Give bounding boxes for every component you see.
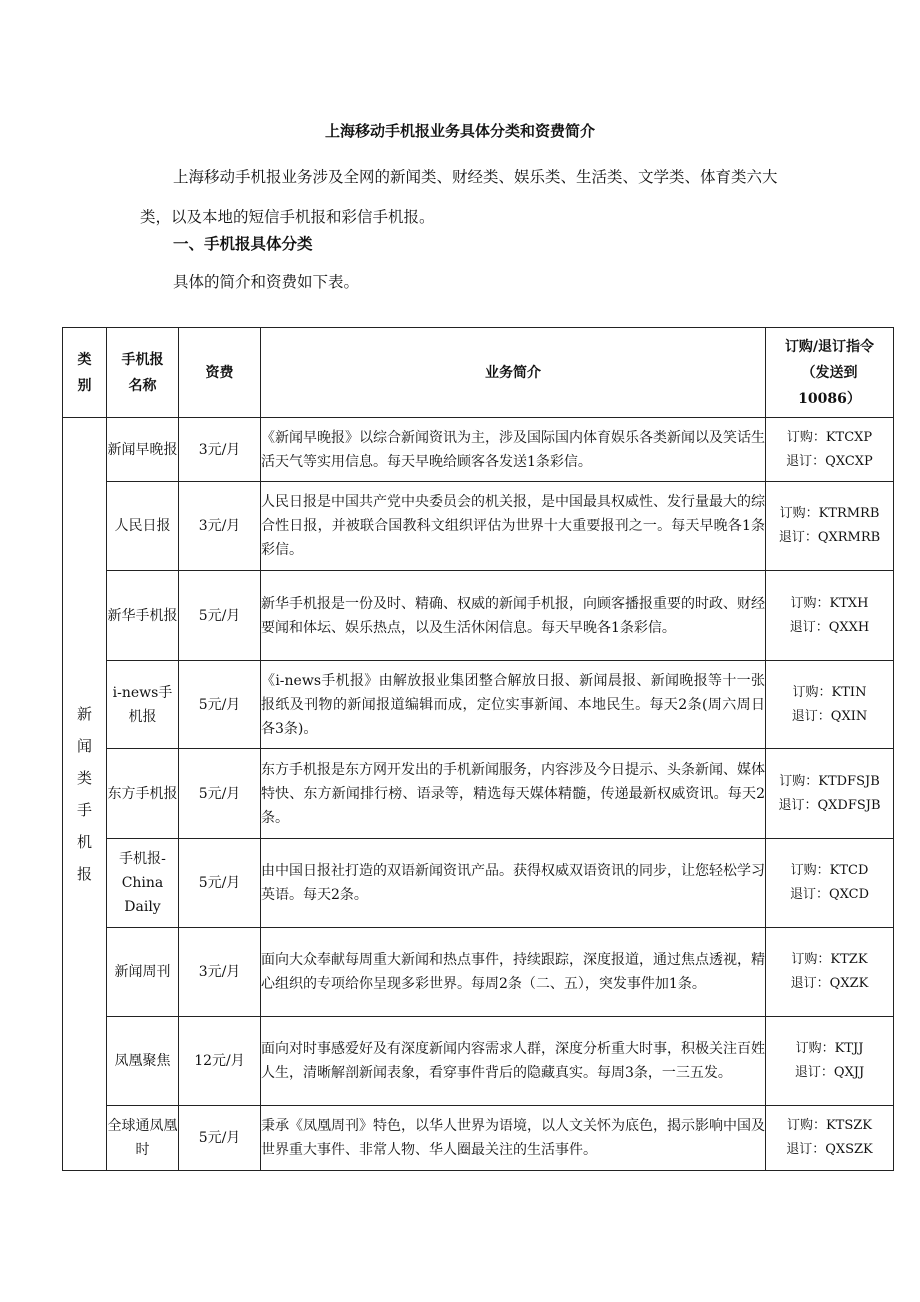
- row-command: [766, 661, 894, 749]
- intro-paragraph: 上海移动手机报业务涉及全网的新闻类、财经类、娱乐类、生活类、文学类、体育类六大类，以及本地的短信手机报和彩信手机报。: [140, 168, 778, 226]
- row-command: [766, 1106, 894, 1171]
- row-description: 《i-news手机报》由解放报业集团整合解放日报、新闻晨报、新闻晚报等十一张报纸及刊物的新闻报道编辑而成，定位实事新闻、本地民生。每天2条(周六周日各3条)。: [261, 661, 766, 749]
- table-row: [63, 482, 894, 571]
- row-description: 秉承《凤凰周刊》特色，以华人世界为语境，以人文关怀为底色，揭示影响中国及世界重大事件、非常人物、华人圈最关注的生活事件。: [261, 1106, 766, 1171]
- row-name: 新闻周刊: [107, 928, 179, 1017]
- unsubscribe-command: 退订：QXXH: [789, 619, 870, 635]
- row-name: 新闻早晚报: [107, 418, 179, 482]
- row-fee: 5元/月: [179, 661, 261, 749]
- table-note: 具体的简介和资费如下表。: [173, 273, 360, 291]
- table-header-row: [63, 328, 894, 418]
- document-title: 上海移动手机报业务具体分类和资费简介: [324, 122, 595, 140]
- table-row: [63, 1017, 894, 1106]
- subscribe-command: 订购：KTZK: [791, 952, 868, 967]
- header-fee: 资费: [179, 328, 261, 418]
- unsubscribe-command: 退订：QXJJ: [794, 1065, 865, 1080]
- row-fee: 5元/月: [179, 749, 261, 839]
- row-name: 凤凰聚焦: [107, 1017, 179, 1106]
- row-fee: 3元/月: [179, 928, 261, 1017]
- subscribe-command: 订购：KTCXP: [786, 429, 873, 445]
- table-row: [63, 418, 894, 482]
- row-fee: 5元/月: [179, 839, 261, 928]
- row-fee: 5元/月: [179, 1106, 261, 1171]
- row-command: [766, 571, 894, 661]
- section-heading: 一、手机报具体分类: [173, 234, 313, 253]
- table-row: [63, 1106, 894, 1171]
- subscribe-command: 订购：KTSZK: [786, 1118, 873, 1133]
- row-fee: 5元/月: [179, 571, 261, 661]
- row-description: 面向对时事感爱好及有深度新闻内容需求人群，深度分析重大时事，积极关注百姓人生，清晰解剖新闻表象，看穿事件背后的隐藏真实。每周3条，一三五发。: [261, 1017, 766, 1106]
- row-command: [766, 1017, 894, 1106]
- row-command: [766, 839, 894, 928]
- table-row: [63, 571, 894, 661]
- row-description: 人民日报是中国共产党中央委员会的机关报，是中国最具权威性、发行量最大的综合性日报，并被联合国教科文组织评估为世界十大重要报刊之一。每天早晚各1条彩信。: [261, 482, 766, 571]
- unsubscribe-command: 退订：QXCXP: [786, 453, 873, 469]
- table-row: [63, 749, 894, 839]
- header-name: 手机报名称: [107, 328, 179, 418]
- row-command: [766, 418, 894, 482]
- row-fee: 3元/月: [179, 482, 261, 571]
- subscribe-command: 订购：KTIN: [792, 684, 867, 700]
- header-description: 业务简介: [261, 328, 766, 418]
- subscribe-command: 订购：KTJJ: [795, 1041, 864, 1056]
- subscribe-command: 订购：KTDFSJB: [779, 773, 880, 789]
- table-row: [63, 661, 894, 749]
- subscribe-command: 订购：KTRMRB: [779, 506, 880, 521]
- row-command: [766, 749, 894, 839]
- fee-table: [62, 327, 894, 1171]
- row-description: 东方手机报是东方网开发出的手机新闻服务，内容涉及今日提示、头条新闻、媒体特快、东方新闻排行榜、语录等，精选每天媒体精髓，传递最新权威资讯。每天2条。: [261, 749, 766, 839]
- row-fee: 3元/月: [179, 418, 261, 482]
- row-description: 由中国日报社打造的双语新闻资讯产品。获得权威双语资讯的同步，让您轻松学习英语。每天2条。: [261, 839, 766, 928]
- header-command: 订购/退订指令（发送到10086）: [766, 328, 894, 418]
- unsubscribe-command: 退订：QXRMRB: [778, 530, 881, 545]
- row-command: [766, 482, 894, 571]
- header-category: 类别: [63, 328, 107, 418]
- unsubscribe-command: 退订：QXIN: [791, 708, 868, 724]
- table-row: [63, 928, 894, 1017]
- row-name: 手机报-China Daily: [107, 839, 179, 928]
- row-name: 全球通凤凰时: [107, 1106, 179, 1171]
- table-row: [63, 839, 894, 928]
- row-description: 新华手机报是一份及时、精确、权威的新闻手机报，向顾客播报重要的时政、财经要闻和体坛、娱乐热点，以及生活休闲信息。每天早晚各1条彩信。: [261, 571, 766, 661]
- row-name: 人民日报: [107, 482, 179, 571]
- category-cell: 新闻类手机报: [63, 418, 107, 1171]
- unsubscribe-command: 退订：QXZK: [790, 976, 869, 991]
- unsubscribe-command: 退订：QXCD: [789, 887, 870, 902]
- row-name: i-news手机报: [107, 661, 179, 749]
- row-command: [766, 928, 894, 1017]
- subscribe-command: 订购：KTXH: [790, 595, 869, 611]
- row-fee: 12元/月: [179, 1017, 261, 1106]
- subscribe-command: 订购：KTCD: [790, 863, 869, 878]
- unsubscribe-command: 退订：QXDFSJB: [778, 797, 881, 813]
- unsubscribe-command: 退订：QXSZK: [786, 1142, 873, 1157]
- row-name: 新华手机报: [107, 571, 179, 661]
- row-description: 面向大众奉献每周重大新闻和热点事件，持续跟踪，深度报道，通过焦点透视，精心组织的专项给你呈现多彩世界。每周2条（二、五），突发事件加1条。: [261, 928, 766, 1017]
- row-name: 东方手机报: [107, 749, 179, 839]
- row-description: 《新闻早晚报》以综合新闻资讯为主，涉及国际国内体育娱乐各类新闻以及笑话生活天气等实用信息。每天早晚给顾客各发送1条彩信。: [261, 418, 766, 482]
